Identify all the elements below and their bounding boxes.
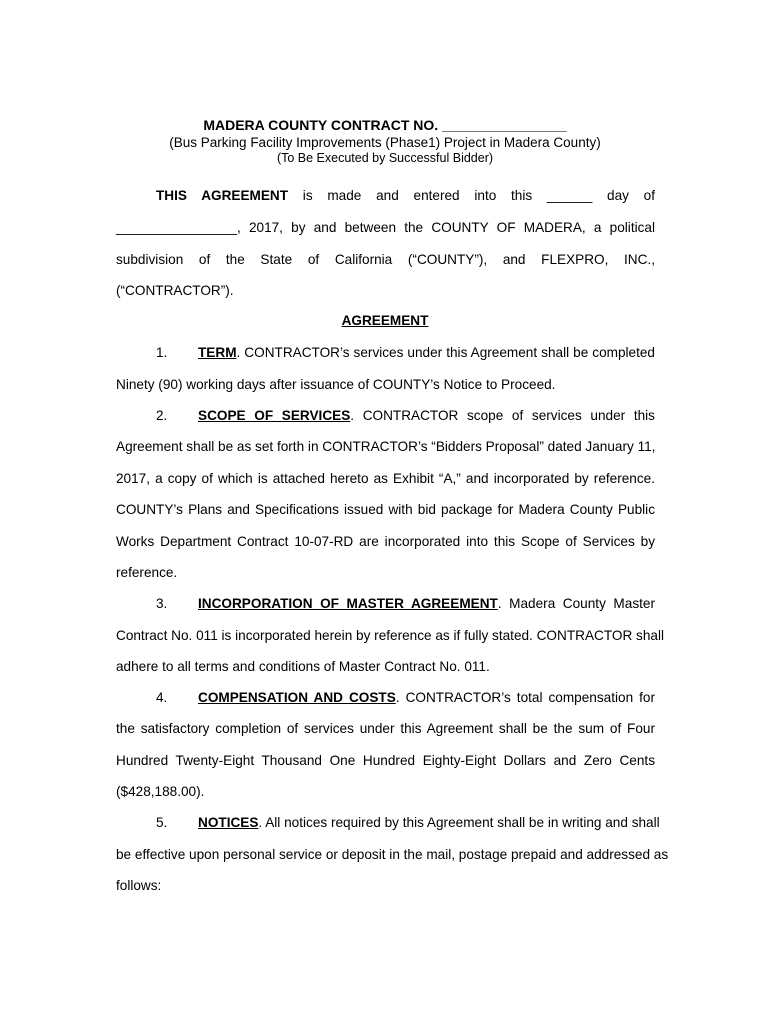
section-3-line-2: Contract No. 011 is incorporated herein by reference as if fully stated. CONTRACTOR shall [116, 628, 665, 643]
intro-line-3: subdivision of the State of California (“COUNTY”), and FLEXPRO, INC., [116, 252, 655, 267]
section-heading: COMPENSATION AND COSTS [198, 690, 396, 705]
section-heading: SCOPE OF SERVICES [198, 408, 351, 423]
intro-line-1: THIS AGREEMENT is made and entered into this ______ day of [156, 188, 655, 203]
agreement-heading: AGREEMENT [341, 313, 429, 328]
section-number: 4. [156, 690, 168, 705]
execution-note: (To Be Executed by Successful Bidder) [276, 151, 494, 165]
section-4-line-4: ($428,188.00). [116, 784, 205, 799]
this-agreement-label: THIS AGREEMENT [156, 188, 289, 203]
section-2-line-4: COUNTY’s Plans and Specifications issued with bid package for Madera County Public [116, 502, 655, 517]
section-5-line-2: be effective upon personal service or deposit in the mail, postage prepaid and addressed as [116, 847, 669, 862]
section-heading: TERM [198, 345, 237, 360]
section-number: 3. [156, 596, 168, 611]
section-number: 5. [156, 815, 168, 830]
section-3-line-3: adhere to all terms and conditions of Master Contract No. 011. [116, 659, 490, 674]
section-2-line-2: Agreement shall be as set forth in CONTRACTOR’s “Bidders Proposal” dated January 11, [116, 439, 656, 454]
section-1-line-2: Ninety (90) working days after issuance of COUNTY’s Notice to Proceed. [116, 377, 556, 392]
section-5-line-1: 5. NOTICES. All notices required by this Agreement shall be in writing and shall [116, 814, 655, 832]
section-2-line-5: Works Department Contract 10-07-RD are incorporated into this Scope of Services by [116, 534, 655, 549]
section-heading: NOTICES [198, 815, 259, 830]
section-number: 2. [156, 408, 168, 423]
intro-line-2: ________________, 2017, by and between the COUNTY OF MADERA, a political [116, 220, 655, 235]
section-4-line-3: Hundred Twenty-Eight Thousand One Hundred Eighty-Eight Dollars and Zero Cents [116, 753, 655, 768]
section-number: 1. [156, 345, 168, 360]
section-1-line-1: 1. TERM. CONTRACTOR’s services under this Agreement shall be completed [116, 344, 655, 362]
section-4-line-2: the satisfactory completion of services under this Agreement shall be the sum of Four [116, 721, 655, 736]
section-4-line-1: 4. COMPENSATION AND COSTS. CONTRACTOR’s total compensation for [116, 689, 655, 707]
section-2-line-1: 2. SCOPE OF SERVICES. CONTRACTOR scope of services under this [116, 407, 655, 425]
contract-title: MADERA COUNTY CONTRACT NO. ________________ [203, 117, 567, 133]
section-2-line-3: 2017, a copy of which is attached hereto as Exhibit “A,” and incorporated by reference. [116, 471, 655, 486]
project-subtitle: (Bus Parking Facility Improvements (Phase1) Project in Madera County) [169, 135, 601, 150]
section-heading: INCORPORATION OF MASTER AGREEMENT [198, 596, 498, 611]
intro-line-4: (“CONTRACTOR”). [116, 283, 234, 298]
section-2-line-6: reference. [116, 565, 178, 580]
section-3-line-1: 3. INCORPORATION OF MASTER AGREEMENT. Madera County Master [116, 595, 655, 613]
section-5-line-3: follows: [116, 878, 162, 893]
